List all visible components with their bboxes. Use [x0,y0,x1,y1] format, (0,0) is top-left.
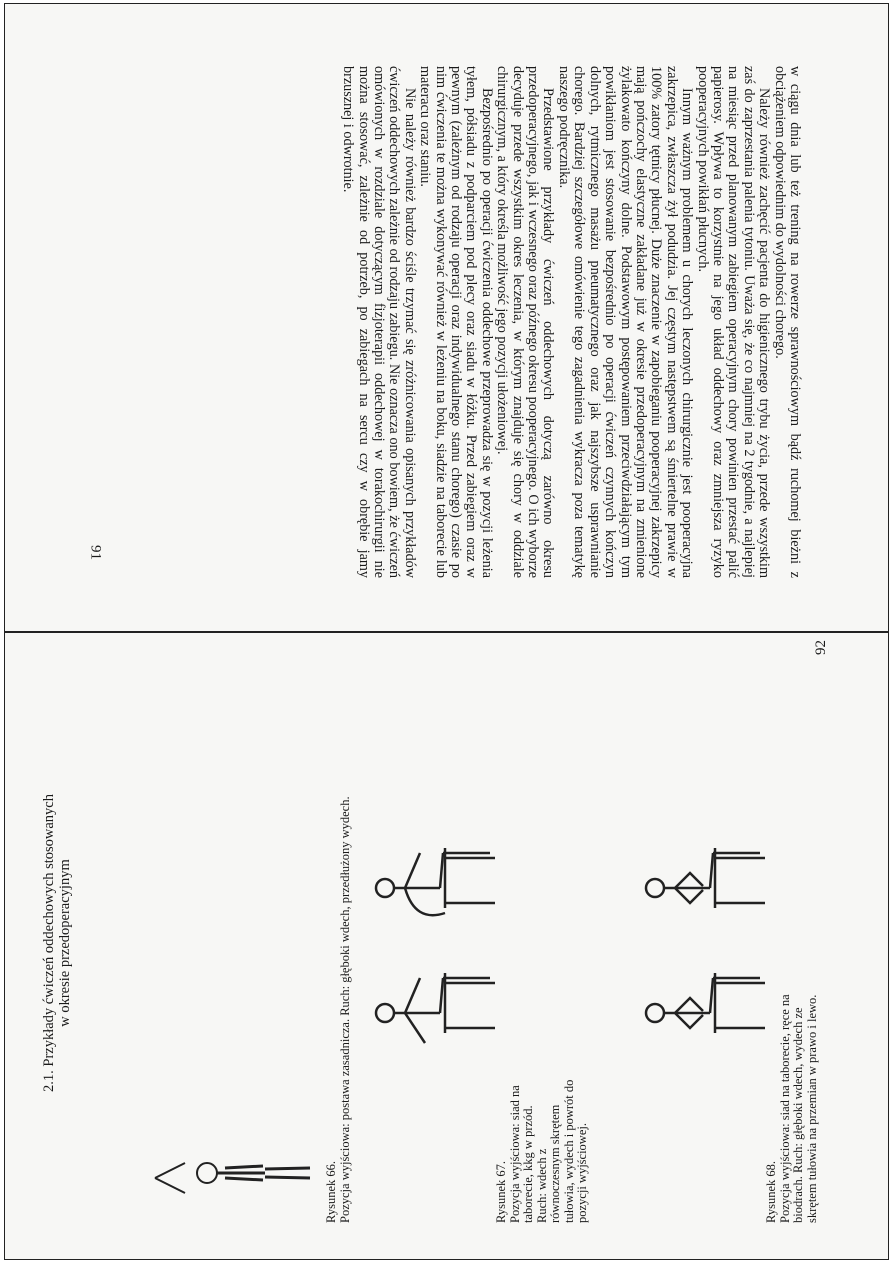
page-number: 92 [813,640,829,655]
figure-68-illustration [635,813,785,1073]
figure-66-illustration [145,1128,315,1218]
paragraph: Przedstawione przykłady ćwiczeń oddechowych dotyczą zarówno okresu przedoperacyjnego, jak i wczesnego oraz późnego okresu pooperacyjnego. O ich wyborze decyduje przede wszystkim okres leczenia, w którym znajduje się chory w oddziale chirurgicznym, a który określa możliwość jego pozycji ułożeniowej. [494,66,557,578]
paragraph: w ciągu dnia lub też trening na rowerze sprawnościowym bądź ruchomej bieżni z obciążeniem odpowiednim do wydolności chorego. [771,66,803,578]
figure-67-caption: Rysunek 67. Pozycja wyjściowa: siad na taborecie, kkg w przód. Ruch: wdech z równoczesnym skrętem tułowia, wydech i powrót do pozycji wyjściowej. [494,1079,589,1223]
page-92-rotated-content [5,633,888,1253]
paragraph: Innym ważnym problemem u chorych leczonych chirurgicznie jest pooperacyjna zakrzepica, zwłaszcza żył podudzia. Jej częstym następstwem są śmiertelne prawie w 100% zatory tętnicy płucnej. Duże znaczenie w zapobieganiu pooperacyjnej zakrzepicy mają pończochy elastyczne zakładane już w okresie przedoperacyjnym na zmienione żylakowato kończyny dolne. Podstawowym postępowaniem przeciwdziałającym tym powikłaniom jest stosowanie bezpośrednio po operacji ćwiczeń czynnych kończyn dolnych, rytmicznego masażu pneumatycznego oraz jak najszybsze usprawnianie chorego. Bardziej szczegółowe omówienie tego zagadnienia wykracza poza tematykę naszego podręcznika. [555,66,696,578]
figure-66-caption: Rysunek 66. Pozycja wyjściowa: postawa zasadnicza. Ruch: głęboki wdech, przedłużony wydech. [324,796,352,1223]
page-91-text-block [232,66,802,578]
figure-68-caption: Rysunek 68. Pozycja wyjściowa: siad na taborecie, ręce na biodrach. Ruch: głęboki wdech, wydech ze skrętem tułowia na przemian w prawo i lewo. [764,994,819,1223]
page-92 [4,632,889,1260]
paragraph: Nie należy również bardzo ściśle trzymać się zróżnicowania opisanych przykładów ćwiczeń oddechowych zależnie od rodzaju zabiegu. Nie oznacza ono bowiem, że ćwiczeń omówionych w rozdziale dotyczącym fizjoterapii oddechowej w torakochirurgii nie można stosować, zależnie od potrzeb, po zabiegach na sercu czy w obrębie jamy brzusznej i odwrotnie. [340,66,418,578]
figure-67-illustration [365,813,515,1073]
page-number: 91 [87,545,104,560]
paragraph: Bezpośrednio po operacji ćwiczenia oddechowe przeprowadza się w pozycji leżenia tyłem, półsiadu z podparciem pod plecy oraz siadu w łóżku. Przed zabiegiem oraz w pewnym (zależnym od rodzaju operacji oraz indywidualnego stanu chorego) czasie po nim ćwiczenia te można wykonywać również w leżeniu na boku, siadzie na taborecie lub materacu oraz staniu. [417,66,495,578]
paragraph: Należy również zachęcić pacjenta do higienicznego trybu życia, przede wszystkim zaś do zaprzestania palenia tytoniu. Uważa się, że co najmniej na 2 tygodnie, a najlepiej na miesiąc przed planowanym zabiegiem operacyjnym chory powinien przestać palić papierosy. Wpływa to korzystnie na jego układ oddechowy oraz zmniejsza ryzyko pooperacyjnych powikłań płucnych. [694,66,773,578]
section-heading: 2.1. Przykłady ćwiczeń oddechowych stosowanych w okresie przedoperacyjnym [41,794,73,1092]
page-91 [4,3,889,632]
